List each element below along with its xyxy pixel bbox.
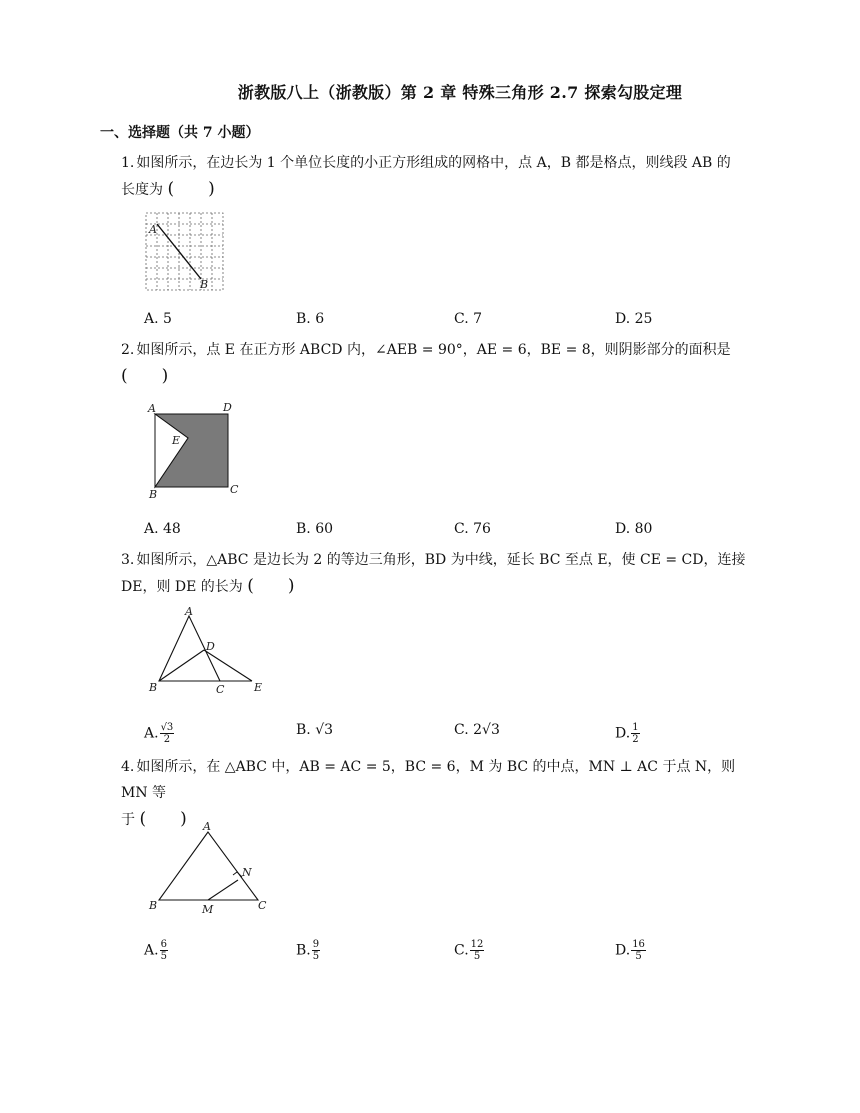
question-text: 如图所示，在 △ABC 中，AB = AC = 5，BC = 6，M 为 BC 的中点，MN ⊥ AC 于点 N，则 MN 等 [121,759,736,801]
figure-4-triangle [146,818,276,918]
option-b[interactable]: B. √3 [296,722,334,738]
question-text: 如图所示，△ABC 是边长为 2 的等边三角形，BD 为中线，延长 BC 至点 E，使 CE = CD，连接 [136,552,746,568]
option-a[interactable]: A. 48 [144,521,181,537]
question-3 [121,547,761,600]
fraction: $\frac{9}{5}$ [312,939,320,962]
figure-1-grid [146,213,226,293]
page-title: 浙教版八上（浙教版）第 2 章 特殊三角形 2.7 探索勾股定理 [237,83,683,102]
question-text: 如图所示，点 E 在正方形 ABCD 内，∠AEB = 90°，AE = 6，BE = 8，则阴影部分的面积是 [136,342,731,358]
question-text-cont: 于 [121,812,135,828]
option-b[interactable]: B. 60 [296,521,334,537]
figure-2-square [146,400,246,500]
options-2 [144,521,764,545]
question-number: 4. [121,759,135,775]
label-m: M [202,903,214,916]
question-text-cont: 长度为 [121,182,163,198]
question-text: 如图所示，在边长为 1 个单位长度的小正方形组成的网格中，点 A，B 都是格点，则线段 AB 的 [136,155,731,171]
option-a[interactable]: A. $\frac{6}{5}$ [144,939,167,962]
label-n: N [242,866,252,879]
options-1 [144,311,764,335]
fraction: $\frac{√3}{2}$ [160,722,174,745]
label-b: B [149,899,158,912]
label-e: E [254,681,263,694]
fraction: $\frac{6}{5}$ [160,939,167,962]
option-b[interactable]: B. 6 [296,311,325,327]
answer-blank: ( ) [121,366,169,386]
option-a[interactable]: A. $\frac{√3}{2}$ [144,722,174,745]
question-2 [121,337,761,390]
section-heading: 一、选择题（共 7 小题） [100,125,260,141]
fraction: $\frac{12}{5}$ [470,939,484,962]
fraction: $\frac{1}{2}$ [632,722,639,745]
figure-3-triangle [146,605,276,700]
answer-blank: ( ) [247,576,295,596]
option-d[interactable]: D. $\frac{1}{2}$ [615,722,639,745]
option-d[interactable]: D. $\frac{16}{5}$ [615,939,645,962]
label-c: C [258,899,267,912]
label-d: D [223,401,232,414]
label-a: A [149,223,157,236]
option-c[interactable]: C. $\frac{12}{5}$ [454,939,484,962]
label-c: C [216,683,225,696]
question-number: 1. [121,155,135,171]
question-text-cont: DE，则 DE 的长为 [121,579,243,595]
label-e: E [172,434,181,447]
label-d: D [206,640,215,653]
label-a: A [148,402,156,415]
question-number: 3. [121,552,135,568]
option-a[interactable]: A. 5 [144,311,172,327]
question-number: 2. [121,342,135,358]
answer-blank: ( ) [167,179,215,199]
label-b: B [200,278,209,291]
options-4 [144,939,764,963]
option-c[interactable]: C. 76 [454,521,491,537]
option-c[interactable]: C. 2√3 [454,722,500,738]
options-3 [144,722,764,746]
question-1 [121,150,761,203]
option-d[interactable]: D. 25 [615,311,653,327]
label-a: A [203,820,211,833]
label-b: B [149,681,158,694]
answer-blank: ( ) [139,809,187,829]
label-c: C [230,483,239,496]
fraction: $\frac{16}{5}$ [632,939,645,962]
option-b[interactable]: B. $\frac{9}{5}$ [296,939,320,962]
label-a: A [185,605,193,618]
option-d[interactable]: D. 80 [615,521,653,537]
option-c[interactable]: C. 7 [454,311,483,327]
label-b: B [149,488,158,501]
